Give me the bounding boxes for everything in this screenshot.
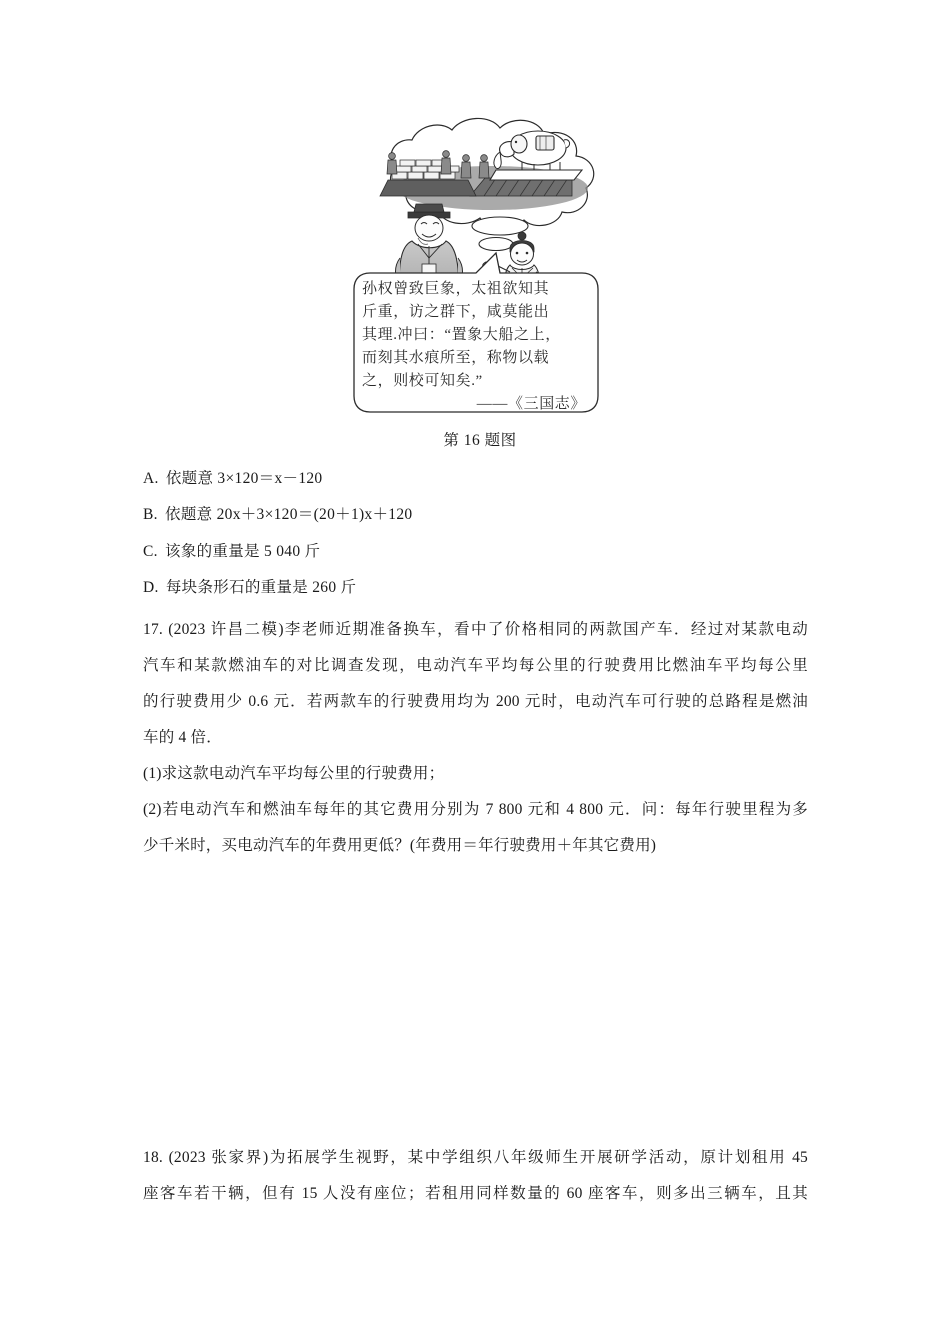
quote-line: 而刻其水痕所至，称物以载 <box>362 350 550 366</box>
q17-part1: (1)求这款电动汽车平均每公里的行驶费用； <box>143 765 445 782</box>
quote-line: 斤重，访之群下，咸莫能出 <box>362 304 550 320</box>
option-a-key: A. <box>143 470 159 487</box>
figure-caption: 第 16 题图 <box>443 432 517 449</box>
option-c <box>143 543 320 562</box>
option-b-text: 依题意 20x＋3×120＝(20＋1)x＋120 <box>165 506 413 523</box>
option-d <box>143 579 356 598</box>
option-b-key: B. <box>143 506 158 523</box>
q18-line: 座客车若干辆，但有 15 人没有座位；若租用同样数量的 60 座客车，则多出三辆车，且其 <box>143 1185 808 1202</box>
elephant-boat <box>490 170 582 180</box>
option-b <box>143 506 412 525</box>
q17-line: 17. (2023 许昌二模)李老师近期准备换车，看中了价格相同的两款国产车．经过对某款电动 <box>143 621 808 638</box>
q17-line: 的行驶费用少 0.6 元．若两款车的行驶费用均为 200 元时，电动汽车可行驶的总路程是燃油 <box>143 693 808 710</box>
q17-line: 车的 4 倍． <box>143 729 222 746</box>
q17-part2: (2)若电动汽车和燃油车每年的其它费用分别为 7 800 元和 4 800 元．问：每年行驶里程为多 <box>143 801 808 818</box>
q17-part2-cont: 少千米时，买电动汽车的年费用更低？(年费用＝年行驶费用＋年其它费用) <box>143 837 657 854</box>
dock-planks <box>470 178 572 196</box>
quote-line: 其理.冲曰：“置象大船之上， <box>362 327 561 343</box>
q18-line: 18. (2023 张家界)为拓展学生视野，某中学组织八年级师生开展研学活动，原计划租用 45 <box>143 1149 808 1166</box>
option-a-text: 依题意 3×120＝x－120 <box>165 470 323 487</box>
elephant-weighing-illustration <box>300 108 650 418</box>
question-17 <box>143 612 808 864</box>
question-18 <box>143 1140 808 1212</box>
option-d-key: D. <box>143 579 159 596</box>
option-a <box>143 470 322 489</box>
quote-line: 之，则校可知矣.” <box>362 373 483 389</box>
option-c-key: C. <box>143 543 158 560</box>
quote-source: ——《三国志》 <box>476 396 586 412</box>
q17-line: 汽车和某款燃油车的对比调查发现，电动汽车平均每公里的行驶费用比燃油车平均每公里 <box>143 657 808 674</box>
option-c-text: 该象的重量是 5 040 斤 <box>165 543 321 560</box>
quote-line: 孙权曾致巨象，太祖欲知其 <box>362 281 550 297</box>
option-d-text: 每块条形石的重量是 260 斤 <box>165 579 357 596</box>
